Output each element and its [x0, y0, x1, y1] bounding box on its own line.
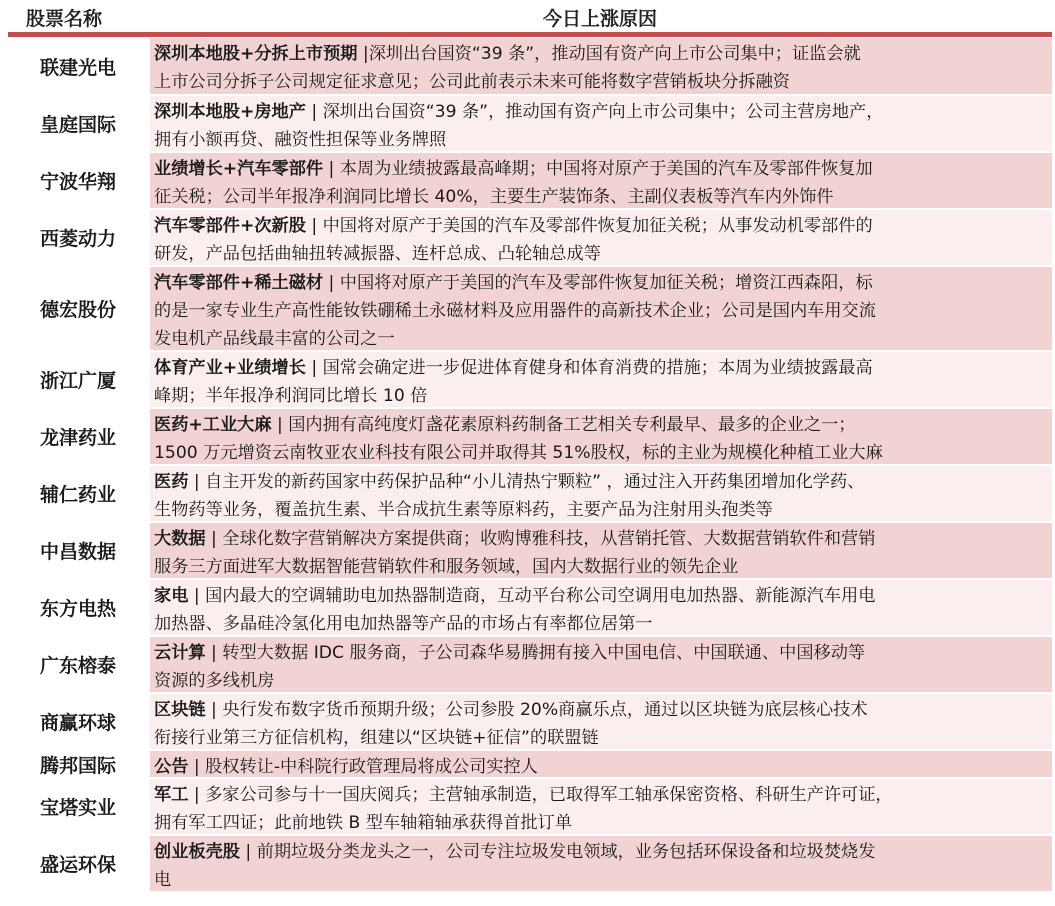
reason-line	[154, 126, 1052, 154]
reason-line	[154, 553, 1052, 581]
table-row	[0, 352, 1055, 409]
reason-text: | 股权转让-中科院行政管理局将成公司实控人	[188, 757, 538, 777]
reason-text: 电	[154, 870, 172, 890]
reason-text: 资源的多线机房	[154, 671, 275, 691]
reason-text: 1500 万元增资云南牧亚农业科技有限公司并取得其 51%股权，标的主业为规模化种植工业大麻	[154, 443, 883, 463]
reason-line	[154, 468, 1052, 496]
reason-line	[154, 68, 1052, 96]
reason-line	[154, 696, 1052, 724]
reason-text: 拥有军工四证；此前地铁 B 型车轴箱轴承获得首批订单	[154, 813, 573, 833]
stock-name: 中昌数据	[39, 541, 116, 563]
table-row	[0, 96, 1055, 153]
reason-tag: 业绩增长+汽车零部件	[154, 159, 324, 179]
table-row	[0, 153, 1055, 210]
reason-line	[154, 724, 1052, 752]
rise-reason	[150, 694, 1052, 749]
reason-line	[154, 809, 1052, 837]
reason-text: | 多家公司参与十一国庆阅兵；主营轴承制造，已取得军工轴承保密资格、科研生产许可证，	[188, 785, 893, 805]
reason-tag: 云计算	[154, 643, 206, 663]
reason-tag: 医药+工业大麻	[154, 415, 272, 435]
reason-line	[154, 354, 1052, 382]
table-row	[0, 751, 1055, 779]
table-row	[0, 38, 1055, 96]
reason-line	[154, 411, 1052, 439]
rise-reason	[150, 96, 1052, 151]
header-reason: 今日上涨原因	[542, 8, 657, 30]
reason-tag: 家电	[154, 586, 189, 606]
reason-tag: 创业板壳股	[154, 842, 240, 862]
reason-text: | 中国将对原产于美国的汽车及零部件恢复加征关税；从事发动机零部件的	[305, 216, 873, 236]
reason-line	[154, 667, 1052, 695]
stock-name: 广东榕泰	[39, 655, 116, 677]
reason-line	[154, 240, 1052, 268]
table-row	[0, 694, 1055, 751]
reason-tag: 医药	[154, 472, 189, 492]
table-row	[0, 210, 1055, 267]
reason-tag: 深圳本地股+房地产	[154, 102, 306, 122]
reason-text: 上市公司分拆子公司规定征求意见；公司此前表示未来可能将数字营销板块分拆融资	[154, 72, 790, 92]
rise-reason	[150, 637, 1052, 692]
reason-line	[154, 838, 1052, 866]
table-row	[0, 409, 1055, 466]
reason-text: | 本周为业绩披露最高峰期；中国将对原产于美国的汽车及零部件恢复加	[323, 159, 873, 179]
reason-line	[154, 639, 1052, 667]
table-row	[0, 523, 1055, 580]
reason-line	[154, 781, 1052, 809]
rise-reason	[150, 836, 1052, 891]
rise-reason	[150, 210, 1052, 265]
reason-text: 发电机产品线最丰富的公司之一	[154, 329, 395, 349]
reason-line	[154, 496, 1052, 524]
reason-text: | 深圳出台国资“39 条”，推动国有资产向上市公司集中；公司主营房地产，	[305, 102, 884, 122]
table-row	[0, 836, 1055, 893]
rise-reason	[150, 267, 1052, 350]
reason-text: 峰期；半年报净利润同比增长 10 倍	[154, 386, 428, 406]
reason-text: | 国内拥有高纯度灯盏花素原料药制备工艺相关专利最早、最多的企业之一；	[271, 415, 856, 435]
stock-name: 宝塔实业	[39, 797, 116, 819]
reason-text: 生物药等业务，覆盖抗生素、半合成抗生素等原料药，主要产品为注射用头孢类等	[154, 500, 773, 520]
reason-text: 征关税；公司半年报净利润同比增长 40%，主要生产装饰条、主副仪表板等汽车内外饰件	[154, 187, 834, 207]
rise-reason	[150, 580, 1052, 635]
reason-line	[154, 866, 1052, 894]
table-header	[0, 0, 1055, 32]
reason-text: 拥有小额再贷、融资性担保等业务牌照	[154, 130, 447, 150]
reason-line	[154, 212, 1052, 240]
reason-line	[154, 155, 1052, 183]
rise-reason	[150, 352, 1052, 407]
rise-reason	[150, 153, 1052, 208]
stock-name: 商赢环球	[39, 712, 116, 734]
stock-name: 东方电热	[39, 598, 116, 620]
reason-text: | 国内最大的空调辅助电加热器制造商，互动平台称公司空调用电加热器、新能源汽车用电	[188, 586, 876, 606]
stock-name: 宁波华翔	[39, 171, 116, 193]
reason-line	[154, 325, 1052, 353]
reason-tag: 公告	[154, 757, 189, 777]
rise-reason	[150, 751, 1052, 777]
reason-line	[154, 382, 1052, 410]
stock-name: 德宏股份	[39, 299, 116, 321]
reason-text: | 中国将对原产于美国的汽车及零部件恢复加征关税；增资江西森阳，标	[323, 273, 873, 293]
table-row	[0, 637, 1055, 694]
reason-text: 衔接行业第三方征信机构，组建以“区块链+征信”的联盟链	[154, 728, 599, 748]
reason-text: 的是一家专业生产高性能钕铁硼稀土永磁材料及应用器件的高新技术企业；公司是国内车用交流	[154, 301, 876, 321]
stock-name: 浙江广厦	[39, 370, 116, 392]
reason-line	[154, 582, 1052, 610]
reason-text: | 自主开发的新药国家中药保护品种“小儿清热宁颗粒” ，通过注入开药集团增加化学药、	[188, 472, 865, 492]
reason-text: | 央行发布数字货币预期升级；公司参股 20%商赢乐点，通过以区块链为底层核心技术	[205, 700, 868, 720]
stock-name: 西菱动力	[39, 228, 116, 250]
stock-name: 盛运环保	[39, 854, 116, 876]
reason-line	[154, 183, 1052, 211]
stock-name: 腾邦国际	[39, 754, 116, 777]
reason-tag: 大数据	[154, 529, 206, 549]
reason-text: | 前期垃圾分类龙头之一，公司专注垃圾发电领域，业务包括环保设备和垃圾焚烧发	[239, 842, 876, 862]
reason-tag: 区块链	[154, 700, 206, 720]
table-body	[0, 38, 1055, 893]
reason-line	[154, 40, 1052, 68]
reason-text: | 国常会确定进一步促进体育健身和体育消费的措施；本周为业绩披露最高	[305, 358, 873, 378]
header-divider	[8, 32, 1052, 37]
table-row	[0, 779, 1055, 836]
stock-name: 联建光电	[39, 56, 116, 79]
reason-tag: 军工	[154, 785, 189, 805]
reason-tag: 汽车零部件+次新股	[154, 216, 306, 236]
rise-reason	[150, 466, 1052, 521]
reason-text: |深圳出台国资“39 条”，推动国有资产向上市公司集中；证监会就	[357, 44, 861, 64]
reason-line	[154, 269, 1052, 297]
reason-text: | 全球化数字营销解决方案提供商；收购博雅科技，从营销托管、大数据营销软件和营销	[205, 529, 876, 549]
stock-name: 皇庭国际	[39, 114, 116, 136]
rise-reason	[150, 779, 1052, 834]
reason-text: | 转型大数据 IDC 服务商，子公司森华易腾拥有接入中国电信、中国联通、中国移动等	[205, 643, 866, 663]
reason-text: 加热器、多晶硅冷氢化用电加热器等产品的市场占有率都位居第一	[154, 614, 653, 634]
stock-name: 龙津药业	[39, 427, 116, 449]
table-row	[0, 267, 1055, 352]
reason-line	[154, 610, 1052, 638]
reason-line	[154, 753, 1052, 781]
rise-reason	[150, 523, 1052, 578]
header-stock-name: 股票名称	[26, 8, 103, 30]
reason-line	[154, 297, 1052, 325]
reason-line	[154, 98, 1052, 126]
reason-line	[154, 525, 1052, 553]
stock-name: 辅仁药业	[39, 484, 116, 506]
table-row	[0, 466, 1055, 523]
reason-tag: 深圳本地股+分拆上市预期	[154, 44, 358, 64]
rise-reason	[150, 409, 1052, 464]
reason-text: 服务三方面进军大数据智能营销软件和服务领域，国内大数据行业的领先企业	[154, 557, 739, 577]
reason-line	[154, 439, 1052, 467]
reason-tag: 体育产业+业绩增长	[154, 358, 306, 378]
rise-reason	[150, 38, 1052, 94]
table-row	[0, 580, 1055, 637]
reason-tag: 汽车零部件+稀土磁材	[154, 273, 324, 293]
reason-text: 研发，产品包括曲轴扭转减振器、连杆总成、凸轮轴总成等	[154, 244, 601, 264]
